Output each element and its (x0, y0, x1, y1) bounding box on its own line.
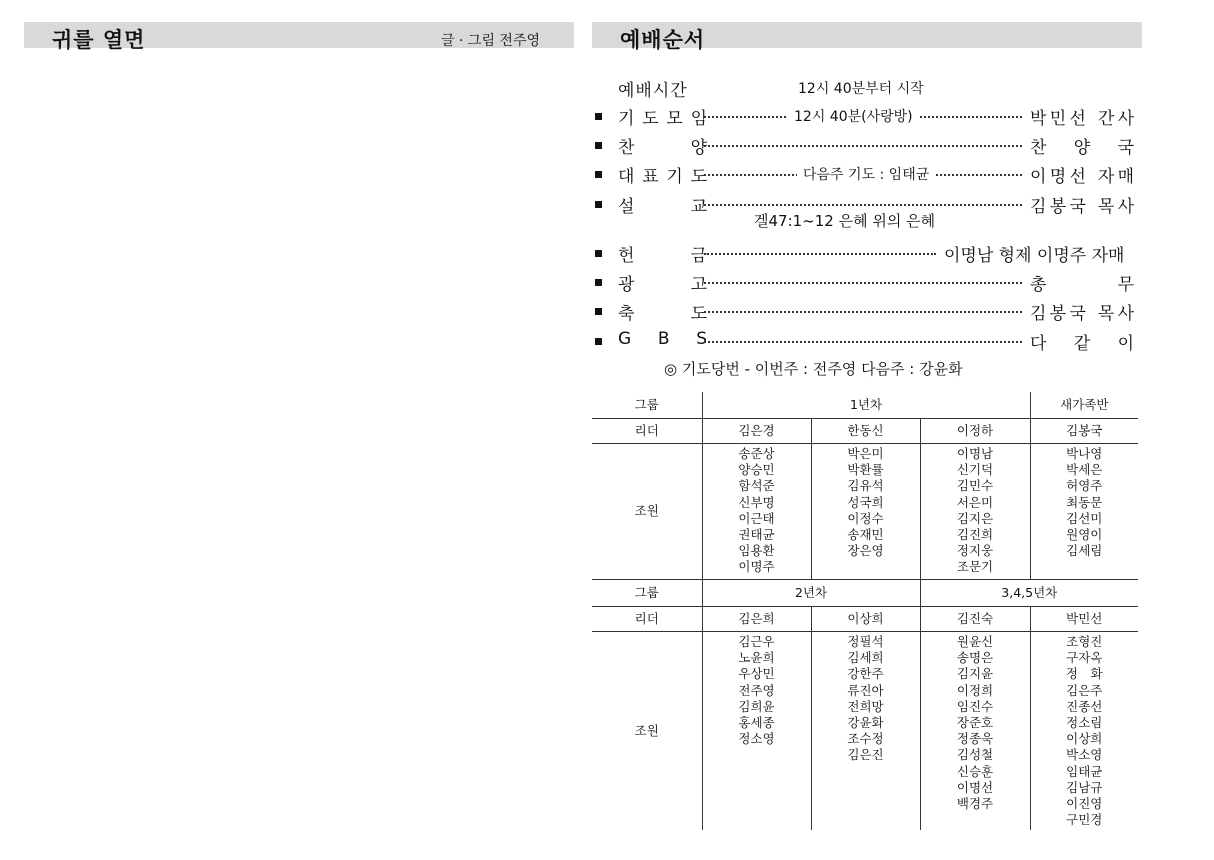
group-row-2 (592, 580, 1138, 607)
member-name: 허영주 (1066, 478, 1103, 494)
leader-cell: 김진숙 (920, 607, 1030, 632)
label-char: 축 (618, 304, 636, 324)
member-name: 구민경 (1066, 812, 1103, 828)
label-char: 교 (690, 197, 708, 217)
left-page-header (24, 22, 574, 52)
member-name: 정 화 (1065, 666, 1103, 682)
member-name: 홍세종 (738, 715, 775, 731)
member-name: 강한주 (847, 666, 884, 682)
person-char: 찬 (1030, 138, 1047, 158)
person-char: 매 (1117, 167, 1134, 187)
worship-order-row (592, 162, 1138, 188)
order-item-person (1030, 329, 1134, 354)
member-name: 함석준 (738, 478, 775, 494)
label-char: 도 (642, 109, 660, 129)
member-name: 김근우 (738, 634, 775, 649)
leader-dots (704, 311, 1022, 313)
group-label: 그룹 (592, 580, 702, 607)
person-char: 양 (1073, 138, 1091, 158)
member-name: 신부명 (738, 494, 775, 510)
order-item-person (1030, 270, 1134, 295)
label-char: 기 (618, 109, 636, 129)
member-name: 전주영 (738, 682, 775, 698)
person-char: 같 (1073, 334, 1091, 354)
order-item-person (1030, 104, 1134, 129)
column-author: 글 · 그림 전주영 (441, 33, 540, 49)
member-name: 박나영 (1066, 446, 1103, 461)
member-name: 김민수 (956, 478, 994, 494)
member-name: 이상희 (1066, 731, 1103, 747)
order-item-label (618, 329, 708, 349)
group-row-1 (592, 392, 1138, 419)
bullet-icon (595, 171, 602, 178)
order-item-person (944, 241, 1134, 266)
leader-cell: 김봉국 (1030, 419, 1138, 444)
member-list (920, 632, 1030, 830)
member-list (811, 444, 920, 580)
person-char: 다 (1030, 334, 1047, 354)
member-name: 김은주 (1066, 682, 1103, 698)
order-item-person (1030, 299, 1134, 324)
worship-order-row (592, 329, 1138, 355)
member-name: 권태균 (738, 527, 775, 543)
member-name: 신기덕 (956, 462, 994, 478)
leader-dots (704, 282, 1022, 284)
member-list (702, 632, 811, 830)
member-name: 정지웅 (956, 543, 994, 559)
member-name: 김희윤 (738, 698, 775, 714)
worship-order-row (592, 270, 1138, 296)
member-name: 류진아 (847, 682, 884, 698)
bullet-icon (595, 338, 602, 345)
member-name: 조문기 (956, 559, 994, 575)
member-name: 장은영 (847, 543, 884, 559)
member-list (1030, 632, 1138, 830)
person-char: 목 (1097, 304, 1115, 324)
member-name: 정종욱 (956, 731, 994, 747)
label-char: 도 (690, 304, 708, 324)
member-name: 이명남 (956, 446, 994, 461)
member-name: 김세희 (847, 650, 884, 666)
member-name: 박소영 (1066, 747, 1103, 763)
member-name: 원윤신 (956, 634, 994, 649)
person-char: 이명남 형제 이명주 자매 (944, 246, 1125, 266)
person-char (1089, 192, 1094, 217)
leader-cell: 김은희 (702, 607, 811, 632)
worship-order-row (592, 104, 1138, 130)
member-name: 백경주 (956, 796, 994, 812)
bullet-icon (595, 279, 602, 286)
member-list (920, 444, 1030, 580)
person-char: 박 (1030, 109, 1047, 129)
leader-dots (704, 204, 1022, 206)
leader-label: 리더 (592, 607, 702, 632)
member-name: 원영이 (1066, 527, 1103, 543)
member-name: 이명선 (956, 779, 994, 795)
member-name: 송재민 (847, 527, 884, 543)
order-item-person (1030, 133, 1134, 158)
member-name: 이명주 (738, 559, 775, 575)
person-char: 봉 (1049, 304, 1067, 324)
group-year-1: 1년차 (702, 392, 1030, 419)
person-char (1089, 104, 1094, 129)
sermon-passage: 겔47:1~12 은혜 위의 은혜 (754, 212, 936, 230)
member-name: 정소영 (738, 731, 775, 747)
member-name: 임태균 (1066, 763, 1103, 779)
member-name: 조형진 (1066, 634, 1103, 649)
member-row-2 (592, 632, 1138, 830)
order-item-label (618, 133, 708, 158)
member-row-1 (592, 444, 1138, 580)
person-char: 민 (1049, 109, 1067, 129)
member-name: 박환률 (847, 462, 884, 478)
leader-cell: 한동신 (811, 419, 920, 444)
member-name: 이정수 (847, 510, 884, 526)
member-name: 송준상 (738, 446, 775, 461)
label-char: 고 (690, 275, 708, 295)
order-item-label (618, 104, 708, 129)
leader-label: 리더 (592, 419, 702, 444)
member-list (702, 444, 811, 580)
bullet-icon (595, 308, 602, 315)
order-item-detail: 다음주 기도 : 임태균 (797, 164, 935, 184)
person-char (1089, 162, 1094, 187)
member-name: 김은진 (847, 747, 884, 763)
member-label: 조원 (592, 444, 702, 580)
leader-cell: 박민선 (1030, 607, 1138, 632)
label-char: 도 (690, 167, 708, 187)
person-char: 봉 (1049, 197, 1067, 217)
member-name: 정소림 (1066, 715, 1103, 731)
member-name: 김지은 (956, 510, 994, 526)
leader-dots (704, 253, 936, 255)
group-year-3-5: 3,4,5년차 (920, 580, 1138, 607)
label-char: G (618, 329, 633, 349)
prayer-duty-note: ◎ 기도당번 - 이번주 : 전주영 다음주 : 강윤화 (664, 360, 963, 378)
group-newcomer: 새가족반 (1030, 392, 1138, 419)
person-char: 사 (1117, 109, 1134, 129)
member-name: 구자옥 (1066, 650, 1103, 666)
member-name: 김유석 (847, 478, 884, 494)
person-char (1089, 299, 1094, 324)
label-char: 설 (618, 197, 636, 217)
order-item-label (618, 192, 708, 217)
member-name: 김선미 (1066, 510, 1103, 526)
person-char: 간 (1097, 109, 1115, 129)
member-name: 박은미 (847, 446, 884, 461)
worship-order-row (592, 133, 1138, 159)
order-item-label (618, 241, 708, 266)
person-char: 사 (1117, 197, 1134, 217)
person-char: 국 (1069, 304, 1086, 324)
order-item-label (618, 299, 708, 324)
person-char: 이 (1117, 334, 1134, 354)
member-name: 서은미 (956, 494, 994, 510)
member-name: 이진영 (1066, 796, 1103, 812)
label-char: 찬 (618, 138, 636, 158)
bullet-icon (595, 250, 602, 257)
person-char: 목 (1097, 197, 1115, 217)
person-char: 김 (1030, 197, 1047, 217)
leader-cell: 이상희 (811, 607, 920, 632)
member-name: 최동문 (1066, 494, 1103, 510)
bullet-icon (595, 142, 602, 149)
person-char: 자 (1097, 167, 1115, 187)
order-item-label (618, 162, 708, 187)
label-char: 기 (666, 167, 684, 187)
member-name: 조수정 (847, 731, 884, 747)
order-item-detail: 12시 40분(사랑방) (788, 106, 919, 126)
label-char: 임 (690, 109, 708, 129)
label-char: B (657, 329, 671, 349)
member-name: 임진수 (956, 698, 994, 714)
member-name: 송명은 (956, 650, 994, 666)
member-list (811, 632, 920, 830)
label-char: S (696, 329, 708, 349)
person-char: 명 (1049, 167, 1067, 187)
person-char: 선 (1069, 109, 1086, 129)
person-char: 무 (1117, 275, 1134, 295)
person-char: 김 (1030, 304, 1047, 324)
service-time-label: 예배시간 (618, 81, 688, 101)
worship-order-row (592, 241, 1138, 267)
label-char: 광 (618, 275, 636, 295)
member-list (1030, 444, 1138, 580)
label-char: 대 (618, 167, 636, 187)
label-char: 표 (642, 167, 660, 187)
bullet-icon (595, 201, 602, 208)
member-name: 이정희 (956, 682, 994, 698)
member-name: 정필석 (847, 634, 884, 649)
member-name: 장준호 (956, 715, 994, 731)
member-name: 우상민 (738, 666, 775, 682)
member-name: 이근태 (738, 510, 775, 526)
leader-row-1 (592, 419, 1138, 444)
member-name: 전희망 (847, 698, 884, 714)
right-page-header (592, 22, 1142, 52)
member-name: 김남규 (1066, 779, 1103, 795)
member-name: 임용환 (738, 543, 775, 559)
member-name: 김세림 (1066, 543, 1103, 559)
person-char: 국 (1117, 138, 1134, 158)
label-char: 금 (690, 246, 708, 266)
person-char: 국 (1069, 197, 1086, 217)
service-time-value: 12시 40분부터 시작 (798, 81, 924, 97)
worship-order-title: 예배순서 (620, 28, 706, 52)
member-name: 양승민 (738, 462, 775, 478)
member-name: 김성철 (956, 747, 994, 763)
group-year-2: 2년차 (702, 580, 920, 607)
leader-cell: 김은경 (702, 419, 811, 444)
label-char: 헌 (618, 246, 636, 266)
bullet-icon (595, 113, 602, 120)
member-name: 김지윤 (956, 666, 994, 682)
service-time-row (592, 76, 1138, 102)
person-char: 총 (1030, 275, 1047, 295)
order-item-person (1030, 162, 1134, 187)
member-name: 신승훈 (956, 763, 994, 779)
leader-cell: 이정하 (920, 419, 1030, 444)
member-name: 박세은 (1066, 462, 1103, 478)
member-name: 성국희 (847, 494, 884, 510)
group-table (592, 392, 1138, 830)
person-char: 선 (1069, 167, 1086, 187)
label-char: 양 (690, 138, 708, 158)
person-char: 이 (1030, 167, 1047, 187)
leader-row-2 (592, 607, 1138, 632)
column-title: 귀를 열면 (52, 28, 146, 52)
label-char: 모 (666, 109, 684, 129)
member-name: 강윤화 (847, 715, 884, 731)
group-label: 그룹 (592, 392, 702, 419)
member-name: 진종선 (1066, 698, 1103, 714)
member-name: 김진희 (956, 527, 994, 543)
order-item-label (618, 270, 708, 295)
member-label: 조원 (592, 632, 702, 830)
worship-order-row (592, 299, 1138, 325)
order-item-person (1030, 192, 1134, 217)
leader-dots (704, 341, 1022, 343)
person-char: 사 (1117, 304, 1134, 324)
leader-dots (704, 145, 1022, 147)
member-name: 노윤희 (738, 650, 775, 666)
